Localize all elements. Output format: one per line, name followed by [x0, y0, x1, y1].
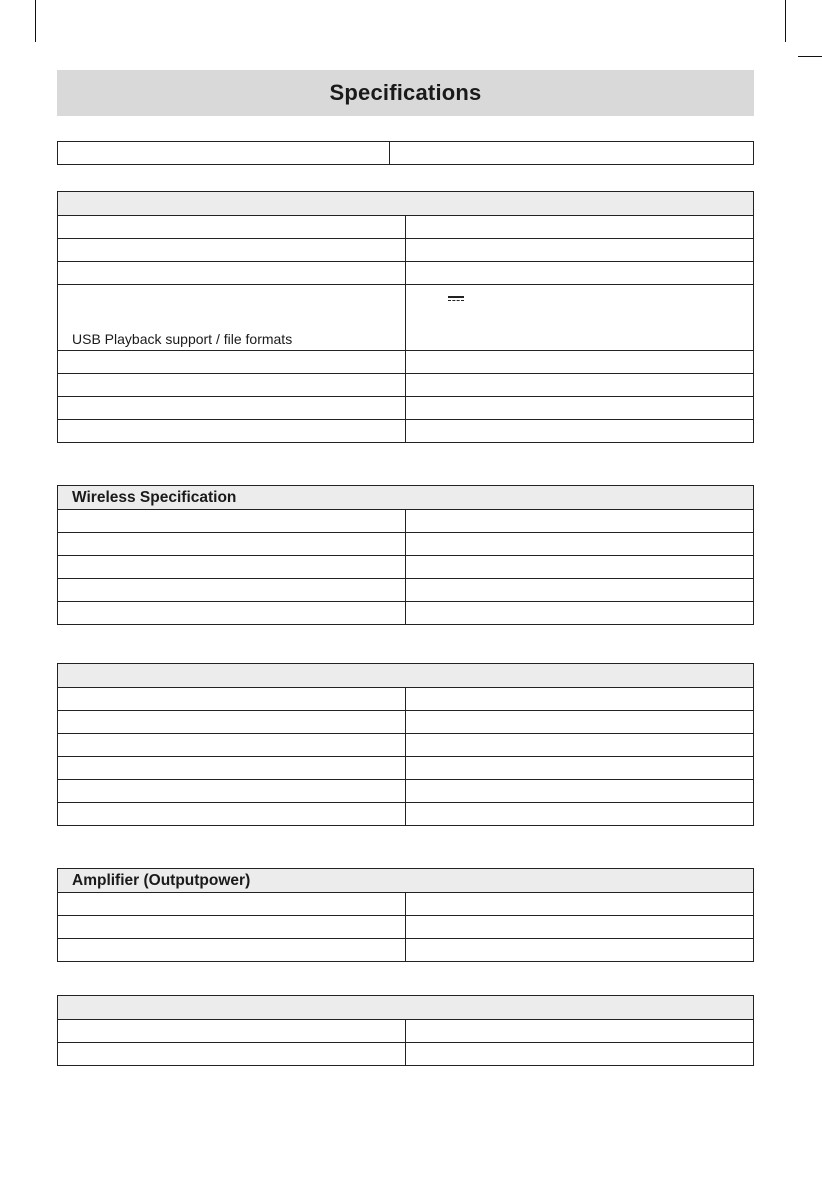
spec-value	[406, 1020, 754, 1043]
page-title: Specifications	[329, 80, 482, 105]
spec-label	[58, 142, 390, 165]
table-row	[58, 939, 754, 962]
table-row	[58, 262, 754, 285]
spec-label	[58, 757, 406, 780]
spec-label	[58, 374, 406, 397]
spec-label	[58, 510, 406, 533]
crop-mark-top-left	[35, 0, 36, 42]
spec-value	[406, 285, 754, 351]
spec-label	[58, 916, 406, 939]
spec-table-section-6	[57, 995, 754, 1066]
spec-value	[406, 579, 754, 602]
spec-label	[58, 397, 406, 420]
table-row	[58, 734, 754, 757]
spec-value	[406, 533, 754, 556]
table-row	[58, 780, 754, 803]
table-header-row	[58, 486, 754, 510]
section-header-wireless: Wireless Specification	[58, 486, 754, 510]
page-title-bar	[57, 70, 754, 116]
spec-label	[58, 602, 406, 625]
table-row	[58, 1020, 754, 1043]
spec-value	[406, 397, 754, 420]
table-row	[58, 579, 754, 602]
spec-label	[58, 1043, 406, 1066]
spec-label	[58, 216, 406, 239]
spec-label	[58, 688, 406, 711]
spec-value	[406, 374, 754, 397]
crop-mark-top-right	[785, 0, 786, 42]
table-row	[58, 239, 754, 262]
table-row	[58, 351, 754, 374]
table-row	[58, 688, 754, 711]
table-row	[58, 711, 754, 734]
dc-power-icon	[448, 296, 464, 302]
spec-table-section-2	[57, 191, 754, 443]
spec-label	[58, 556, 406, 579]
spec-label	[58, 1020, 406, 1043]
table-row	[58, 916, 754, 939]
section-header	[58, 664, 754, 688]
spec-value	[406, 510, 754, 533]
section-header-amplifier: Amplifier (Outputpower)	[58, 869, 754, 893]
section-header	[58, 192, 754, 216]
spec-label	[58, 579, 406, 602]
spec-value	[406, 939, 754, 962]
table-row-usb	[58, 285, 754, 351]
spec-label	[58, 780, 406, 803]
table-header-row	[58, 192, 754, 216]
table-row	[58, 510, 754, 533]
spec-value	[406, 262, 754, 285]
spec-label	[58, 939, 406, 962]
spec-value	[406, 688, 754, 711]
spec-table-wireless	[57, 485, 754, 625]
usb-playback-label: USB Playback support / file formats	[58, 285, 406, 351]
table-row	[58, 420, 754, 443]
table-row	[58, 533, 754, 556]
table-row	[58, 602, 754, 625]
spec-label	[58, 893, 406, 916]
spec-value	[406, 420, 754, 443]
spec-label	[58, 734, 406, 757]
table-row	[58, 893, 754, 916]
table-row	[58, 142, 754, 165]
spec-value	[406, 1043, 754, 1066]
spec-label	[58, 262, 406, 285]
table-header-row	[58, 996, 754, 1020]
table-row	[58, 374, 754, 397]
spec-value	[406, 780, 754, 803]
spec-value	[406, 757, 754, 780]
spec-label	[58, 803, 406, 826]
spec-value	[406, 803, 754, 826]
section-header	[58, 996, 754, 1020]
spec-label	[58, 533, 406, 556]
spec-value	[406, 556, 754, 579]
table-row	[58, 397, 754, 420]
table-header-row	[58, 869, 754, 893]
table-row	[58, 556, 754, 579]
spec-table-amplifier	[57, 868, 754, 962]
spec-value	[406, 239, 754, 262]
spec-label	[58, 351, 406, 374]
spec-value	[406, 602, 754, 625]
table-header-row	[58, 664, 754, 688]
table-row	[58, 757, 754, 780]
spec-value	[406, 916, 754, 939]
crop-mark-right-horizontal	[798, 56, 822, 57]
spec-value	[406, 216, 754, 239]
spec-value	[406, 351, 754, 374]
spec-value	[406, 711, 754, 734]
table-row	[58, 216, 754, 239]
spec-label	[58, 711, 406, 734]
spec-value	[406, 734, 754, 757]
table-row	[58, 803, 754, 826]
spec-label	[58, 420, 406, 443]
table-row	[58, 1043, 754, 1066]
spec-table-general	[57, 141, 754, 165]
spec-table-section-4	[57, 663, 754, 826]
spec-value	[406, 893, 754, 916]
spec-value	[390, 142, 754, 165]
spec-label	[58, 239, 406, 262]
